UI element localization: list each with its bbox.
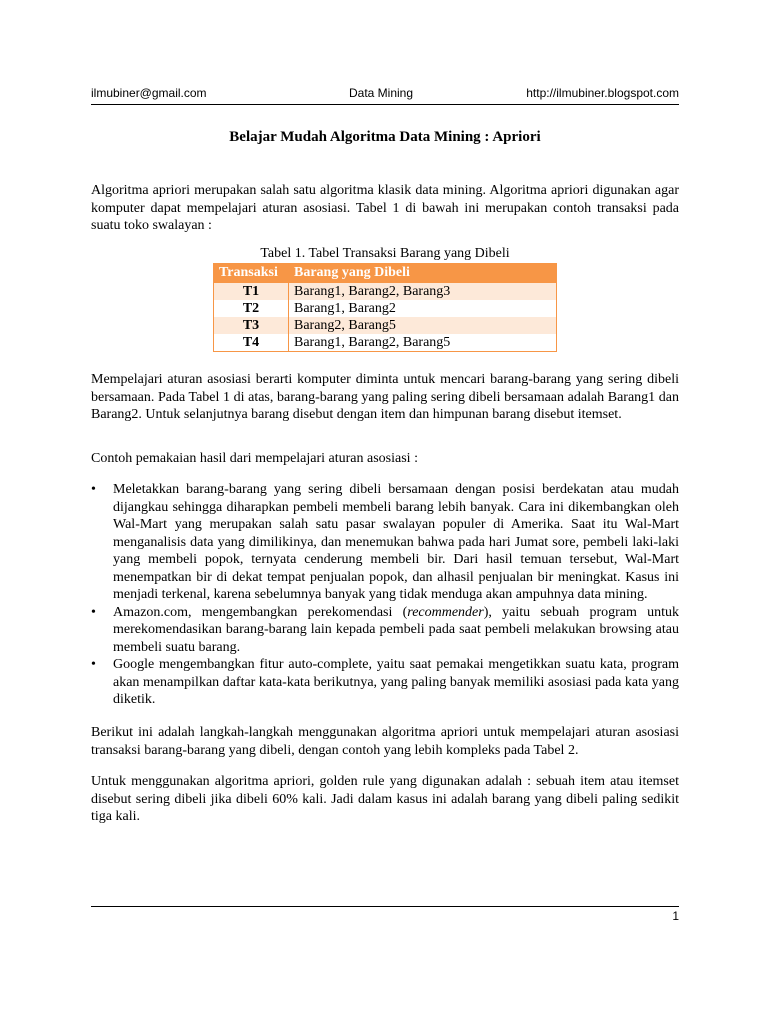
column-header-transaksi: Transaksi: [214, 264, 289, 283]
list-item-amazon: [91, 604, 679, 657]
steps-paragraph: Berikut ini adalah langkah-langkah menggunakan algoritma apriori untuk mempelajari aturan asosiasi transaksi barang-barang yang dibeli, dengan contoh yang lebih kompleks pada Tabel 2.: [91, 725, 679, 758]
document-title: Belajar Mudah Algoritma Data Mining : Apriori: [229, 129, 541, 145]
transaction-table: [213, 263, 557, 352]
bullet-icon: •: [91, 604, 96, 620]
transaction-items: Barang1, Barang2, Barang3: [289, 283, 557, 301]
intro-paragraph: Algoritma apriori merupakan salah satu algoritma klasik data mining. Algoritma apriori digunakan agar komputer dapat mempelajari aturan asosiasi. Tabel 1 di bawah ini merupakan contoh transaksi pada suatu toko swalayan :: [91, 183, 679, 233]
transaction-id: T1: [214, 283, 289, 301]
transaction-items: Barang1, Barang2: [289, 300, 557, 317]
table-row: [214, 334, 557, 352]
list-item-walmart: [91, 481, 679, 604]
transaction-id: T2: [214, 300, 289, 317]
recommender-term: recommender: [407, 604, 484, 620]
golden-rule-paragraph: Untuk menggunakan algoritma apriori, golden rule yang digunakan adalah : sebuah item atau itemset disebut sering dibeli jika dibeli 60% kali. Jadi dalam kasus ini adalah barang yang dibeli paling sedikit tiga kali.: [91, 774, 679, 824]
list-item-text: Amazon.com, mengembangkan perekomendasi (: [113, 604, 408, 620]
list-item-google: [91, 656, 679, 709]
page-number: 1: [672, 909, 679, 923]
transaction-id: T3: [214, 317, 289, 334]
header-rule: [91, 104, 679, 105]
header-url: http://ilmubiner.blogspot.com: [526, 86, 679, 100]
transaction-id: T4: [214, 334, 289, 352]
transaction-items: Barang2, Barang5: [289, 317, 557, 334]
examples-intro: Contoh pemakaian hasil dari mempelajari aturan asosiasi :: [91, 451, 418, 466]
transaction-items: Barang1, Barang2, Barang5: [289, 334, 557, 352]
list-item-text: Meletakkan barang-barang yang sering dibeli bersamaan dengan posisi berdekatan atau mudah dijangkau sehingga diharapkan pembeli membeli barang lebih banyak. Cara ini dikembangkan oleh Wal-Mart yang merupakan salah satu pasar swalayan populer di Amerika. Saat itu Wal-Mart menganalisis data yang dimilikinya, dan menemukan bahwa pada hari Jumat sore, pembeli laki-laki yang membeli popok, ternyata cenderung membeli bir. Dari hasil temuan tersebut, Wal-Mart menempatkan bir di dekat tempat penjualan popok, dan alhasil penjualan bir meningkat. Kasus ini menjadi terkenal, karena sebelumnya banyak yang tidak menduga akan ampuhnya data mining.: [113, 482, 679, 602]
footer-rule: [91, 906, 679, 907]
examples-list: [91, 481, 679, 709]
association-paragraph: Mempelajari aturan asosiasi berarti komputer diminta untuk mencari barang-barang yang sering dibeli bersamaan. Pada Tabel 1 di atas, barang-barang yang paling sering dibeli bersamaan adalah Barang1 dan Barang2. Untuk selanjutnya barang disebut dengan item dan himpunan barang disebut itemset.: [91, 372, 679, 422]
bullet-icon: •: [91, 482, 96, 497]
table-row: [214, 300, 557, 317]
table-row: [214, 283, 557, 301]
table-row: [214, 317, 557, 334]
table-caption: Tabel 1. Tabel Transaksi Barang yang Dibeli: [260, 246, 510, 261]
table-header-row: [214, 264, 557, 283]
list-item-text: Google mengembangkan fitur auto-complete, yaitu saat pemakai mengetikkan suatu kata, program akan menampilkan daftar kata-kata berikutnya, yang paling banyak memiliki asosiasi pada kata yang diketik.: [113, 657, 679, 707]
bullet-icon: •: [91, 657, 96, 672]
column-header-barang: Barang yang Dibeli: [289, 264, 557, 283]
header-title: Data Mining: [349, 86, 414, 100]
list-item-text: ), yaitu sebuah program untuk merekomendasikan barang-barang lain kepada pembeli pada saat pembeli melakukan browsing atau membeli suatu barang.: [113, 604, 679, 655]
header-email: ilmubiner@gmail.com: [91, 86, 207, 100]
page-header: [91, 86, 679, 102]
